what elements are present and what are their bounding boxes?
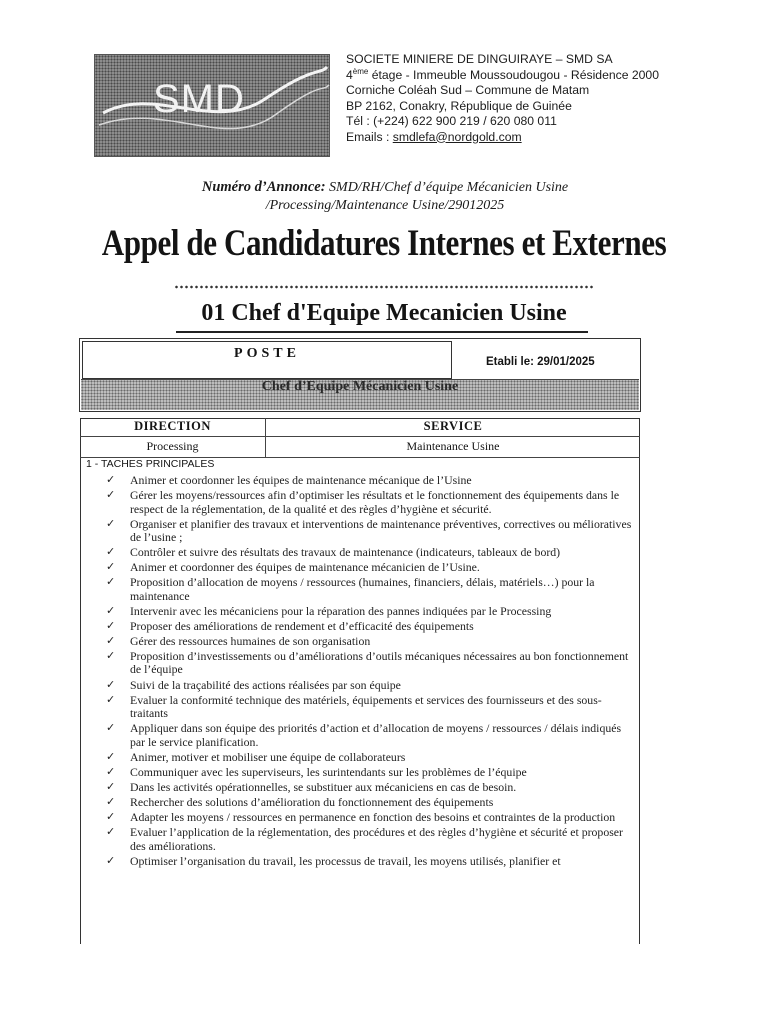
service-header: SERVICE	[423, 419, 483, 433]
company-line: Tél : (+224) 622 900 219 / 620 080 011	[346, 114, 557, 128]
section-title: 1 - TACHES PRINCIPALES	[86, 458, 215, 470]
checkmark-icon: ✓	[106, 473, 116, 486]
email-line: Emails : smdlefa@nordgold.com	[346, 129, 522, 144]
checkmark-icon: ✓	[106, 545, 116, 559]
logo-text: SMD	[153, 77, 245, 121]
service-value: Maintenance Usine	[406, 439, 500, 453]
list-item: ✓ Animer, motiver et mobiliser une équipe de collaborateurs	[106, 749, 406, 764]
company-address	[346, 52, 726, 145]
table-divider	[80, 436, 640, 437]
company-line: Corniche Coléah Sud – Commune de Matam	[346, 83, 590, 97]
checkmark-icon: ✓	[106, 603, 116, 617]
list-item: ✓ Rechercher des solutions d’amélioration du fonctionnement des équipements	[106, 794, 494, 809]
checkmark-icon: ✓	[106, 633, 116, 647]
checkmark-icon: ✓	[106, 810, 116, 824]
list-item: ✓ Animer et coordonner des équipes de maintenance mécanicien de l’Usine.	[106, 560, 480, 575]
annonce-line1: SMD/RH/Chef d’équipe Mécanicien Usine	[325, 180, 569, 195]
direction-value: Processing	[146, 439, 199, 453]
checkmark-icon: ✓	[106, 677, 116, 691]
checkmark-icon: ✓	[106, 794, 116, 808]
list-item: ✓ Intervenir avec les mécaniciens pour la réparation des pannes indiquées par le Processing	[106, 603, 552, 618]
checkmark-icon: ✓	[106, 618, 116, 632]
checkmark-icon: ✓	[106, 560, 116, 574]
list-item: ✓ Suivi de la traçabilité des actions réalisées par son équipe	[106, 677, 401, 692]
checkmark-icon: ✓	[106, 764, 116, 778]
poste-label: POSTE	[234, 346, 300, 361]
list-item: ✓ Evaluer l’application de la réglementation, des procédures et des règles d’hygiène et sécurité et proposer des améliorations.	[106, 825, 623, 853]
company-logo	[94, 54, 330, 157]
annonce-line2: /Processing/Maintenance Usine/29012025	[265, 198, 505, 213]
checkmark-icon: ✓	[106, 779, 116, 793]
list-item: ✓ Gérer des ressources humaines de son organisation	[106, 633, 371, 648]
checkmark-icon: ✓	[106, 721, 116, 735]
checkmark-icon: ✓	[106, 749, 116, 763]
checkmark-icon: ✓	[106, 692, 116, 706]
list-item: ✓ Proposition d’allocation de moyens / ressources (humaines, financiers, délais, matériels…) pour la maintenance	[106, 575, 595, 603]
list-item: ✓ Optimiser l’organisation du travail, les processus de travail, les moyens utilisés, planifier et	[106, 853, 561, 868]
annonce-label: Numéro d’Annonce:	[201, 179, 326, 195]
direction-header: DIRECTION	[134, 419, 211, 433]
established-date: Etabli le: 29/01/2025	[486, 356, 595, 368]
checkmark-icon: ✓	[106, 825, 116, 839]
checkmark-icon: ✓	[106, 649, 116, 663]
dotted-divider	[174, 284, 594, 290]
checkmark-icon: ✓	[106, 575, 116, 589]
list-item: ✓ Adapter les moyens / ressources en permanence en fonction des besoins et contraintes de la production	[106, 810, 616, 825]
company-line: SOCIETE MINIERE DE DINGUIRAYE – SMD SA	[346, 52, 613, 66]
list-item: ✓ Animer et coordonner les équipes de maintenance mécanique de l’Usine	[106, 473, 472, 487]
checkmark-icon: ✓	[106, 853, 116, 867]
task-list	[104, 474, 638, 870]
list-item: ✓ Evaluer la conformité technique des matériels, équipements et services des fournisseurs et des sous-traitants	[106, 692, 602, 721]
annonce-number	[100, 178, 670, 215]
job-name: Chef d’Equipe Mécanicien Usine	[261, 379, 459, 394]
list-item: ✓ Dans les activités opérationnelles, se substituer aux mécaniciens en cas de besoin.	[106, 779, 517, 794]
list-item: ✓ Organiser et planifier des travaux et interventions de maintenance préventives, correctives ou mélioratives de l’usine ;	[106, 516, 632, 544]
list-item: ✓ Appliquer dans son équipe des priorités d’action et d’allocation de moyens / ressources / délais indiqués par le service planification.	[106, 721, 622, 749]
list-item: ✓ Contrôler et suivre des résultats des travaux de maintenance (indicateurs, tableaux de bord)	[106, 545, 561, 560]
position-title: 01 Chef d'Equipe Mecanicien Usine	[201, 300, 567, 326]
title-underline	[176, 331, 588, 333]
list-item: ✓ Proposer des améliorations de rendement et d’efficacité des équipements	[106, 618, 474, 633]
list-item: ✓ Proposition d’investissements ou d’améliorations d’outils mécaniques nécessaires au bon fonctionnement de l’équipe	[106, 649, 629, 677]
company-line: 4ème étage - Immeuble Moussoudougou - Résidence 2000	[346, 66, 659, 82]
checkmark-icon: ✓	[106, 488, 116, 502]
list-item: ✓ Communiquer avec les superviseurs, les surintendants sur les problèmes de l’équipe	[106, 764, 527, 779]
email-link[interactable]: smdlefa@nordgold.com	[392, 129, 522, 144]
company-line: BP 2162, Conakry, République de Guinée	[346, 98, 572, 113]
checkmark-icon: ✓	[106, 516, 116, 530]
page-title: Appel de Candidatures Internes et Externes	[101, 223, 667, 264]
list-item: ✓ Gérer les moyens/ressources afin d’optimiser les résultats et le fonctionnement des équipements dans le respect de la réglementation, de la qualité et des règles d’hygiène et sécurité.	[106, 488, 620, 516]
